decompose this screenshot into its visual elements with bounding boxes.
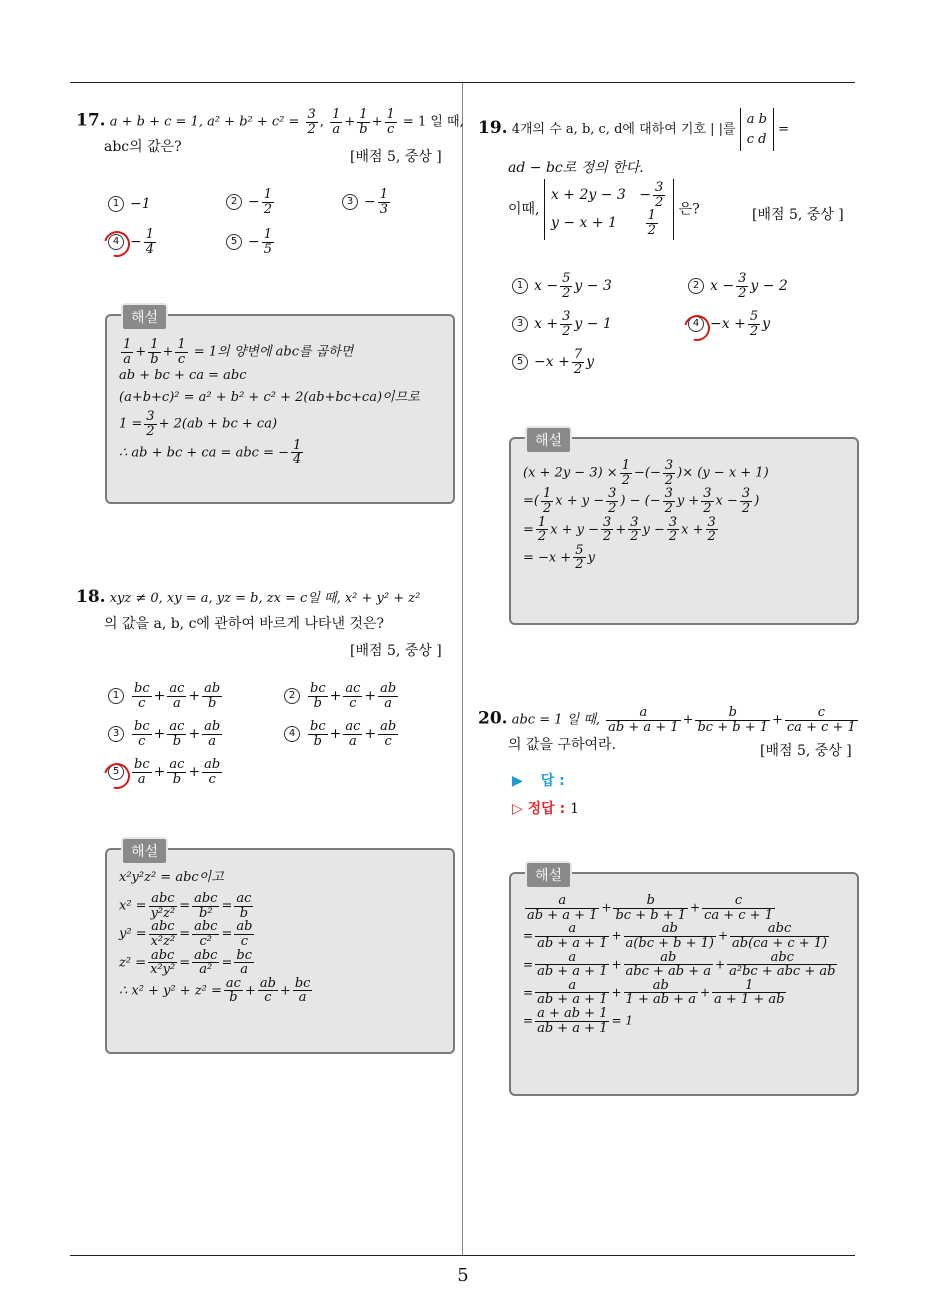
option-number: 3 [342,194,358,210]
solution-body: x²y²z² = abc이고 x² = $\frac{\text{abc}}{\text{y²z²}}$ = $\frac{\text{abc}}{\text{b²}}$ = $\frac{ac}{b}$ y² = $\frac{\text{abc}}{\text{x²z²}}$ = $\frac{\text{abc}}{\text{c²}}$ = $\frac{ab}{c}$ z² = $\frac{\text{abc}}{\text{x²y²}}$ = $\frac{\text{abc}}{\text{a²}}$ = $\frac{bc}{a}$ ∴ x² + y² + z² = $\frac{ac}{b}$ + $\frac{ab}{c}$ + $\frac{bc}{a}$ [119,870,314,1005]
question-stem-line2: abc의 값은? [104,139,182,156]
option-number: 3 [108,726,124,742]
solution-box [105,310,455,504]
solution-line: = [523,493,534,509]
equals-sign: = [778,122,789,137]
option-2[interactable] [226,188,276,216]
option-3[interactable]: 3 x + $\frac{3}{2}$ y − 1 [512,310,612,338]
question-17: 17. a + b + c = 1, a² + b² + c² = $\frac{3}{2}$ , $\frac{1}{a}$ + $\frac{1}{b}$ + $\frac{1}{c}$ = 1 일 때, abc의 값은? [76,107,464,156]
fraction: $\frac{1}{2}$ [263,187,273,217]
option-text: − [248,194,260,211]
option-5[interactable]: 5 $\frac{bc}{a}$ + $\frac{ac}{b}$ + $\frac{ab}{c}$ [108,758,224,786]
footer-rule [70,1255,855,1256]
question-stem: a + b + c = 1, a² + b² + c² = [109,114,300,130]
fraction: $\frac{3}{2}$ [307,107,316,137]
determinant: x + 2y − 3 − $\frac{3}{2}$ y − x + 1 $\frac{1}{2}$ [544,179,674,240]
solution-line: (a+b+c)² = a² + b² + c² + 2(ab+bc+ca)이므로 [119,390,420,406]
option-number: 2 [284,688,300,704]
correct-answer-line [512,798,579,818]
option-2[interactable]: 2 x − $\frac{3}{2}$ y − 2 [688,272,788,300]
outline-triangle-icon: ▷ [512,801,523,817]
option-number: 3 [512,316,528,332]
question-number: 17. [76,110,106,131]
solution-tag: 해설 [121,837,168,865]
correct-label: 정답 : [527,801,566,817]
question-number: 20. [478,708,508,729]
option-number: 5 [512,354,528,370]
option-number: 2 [688,278,704,294]
solution-line: = 1의 양변에 abc를 곱하면 [189,344,354,360]
separator: , [319,114,329,130]
option-5[interactable]: 5 −x + $\frac{7}{2}$ y [512,348,594,376]
option-text: − [364,194,376,211]
option-number: 4 [688,316,704,332]
solution-line: ab + bc + ca = abc [119,368,247,384]
solution-body: (x + 2y − 3) × $\frac{1}{2}$ −(− $\frac{3}{2}$ )× (y − x + 1) =( $\frac{1}{2}$ x + y − $\frac{3}{2}$ ) − (− $\frac{3}{2}$ y + $\frac{3}{2}$ x − $\frac{3}{2}$ ) = $\frac{1}{2}$ x + y − $\frac{3}{2}$ + $\frac{3}{2}$ y − $\frac{3}{2}$ x + $\frac{3}{2}$ = −x + $\frac{5}{2}$ y [523,458,769,573]
fraction: $\frac{1}{5}$ [263,227,273,257]
score-meta: [배점 5, 중상 ] [350,149,442,165]
solution-line: x²y²z² = abc이고 [119,870,224,885]
option-1[interactable] [108,196,151,212]
solution-tag: 해설 [525,861,572,889]
score-meta: [배점 5, 중상 ] [752,207,844,223]
solution-body: $\frac{1}{a}$ + $\frac{1}{b}$ + $\frac{1}{c}$ = 1의 양변에 abc를 곱하면 ab + bc + ca = abc (a+b+c)² = a² + b² + c² + 2(ab+bc+ca)이므로 1 = $\frac{3}{2}$ + 2(ab + bc + ca) ∴ ab + bc + ca = abc = − $\frac{1}{4}$ [119,337,420,468]
question-number: 18. [76,587,106,607]
option-number: 5 [226,234,242,250]
question-stem-line2: 의 값을 a, b, c에 관하여 바르게 나타낸 것은? [104,616,385,632]
option-number: 4 [284,726,300,742]
solution-tag: 해설 [121,303,168,331]
question-stem-line2: 의 값을 구하여라. [508,737,617,754]
question-20: 20. abc = 1 일 때, $\frac{a}{ab + a + 1}$ + $\frac{b}{bc + b + 1}$ + $\frac{c}{ca + c + 1}$ 의 값을 구하여라. [478,706,862,754]
question-stem: 4개의 수 a, b, c, d에 대하여 기호 | |를 [511,122,736,137]
option-number: 5 [108,764,124,780]
option-4[interactable]: 4 −x + $\frac{5}{2}$ y [688,310,770,338]
solution-line: ∴ x² + y² + z² = [119,983,222,999]
option-5[interactable] [226,228,276,256]
option-text: − [130,234,142,251]
solution-line: x² = [119,898,147,914]
solution-line: y² = [119,926,147,942]
option-number: 2 [226,194,242,210]
solution-line: = [523,522,534,538]
solution-line: 1 = [119,416,143,432]
question-stem: abc = 1 일 때, [511,712,601,728]
option-3[interactable]: 3 $\frac{bc}{c}$ + $\frac{ac}{b}$ + $\frac{ab}{a}$ [108,720,224,748]
solution-line: = −x + [523,550,572,566]
answer-input-line[interactable] [512,770,565,790]
option-1[interactable]: 1 x − $\frac{5}{2}$ y − 3 [512,272,612,300]
solution-box [105,844,455,1054]
fraction: $\frac{1}{4}$ [145,227,155,257]
solution-line: + 2(ab + bc + ca) [158,416,278,432]
solution-body: $\frac{a}{ab + a + 1}$ + $\frac{b}{bc + b + 1}$ + $\frac{c}{ca + c + 1}$ = $\frac{a}{ab + a + 1}$ + $\frac{ab}{a(bc + b + 1)}$ + $\frac{\text{abc}}{ab(ca + c + 1)}$ = $\frac{a}{ab + a + 1}$ + $\frac{ab}{\text{abc + ab + a}}$ + $\frac{\text{abc}}{\text{a²bc + abc + ab}}$ = $\frac{a}{ab + a + 1}$ + $\frac{ab}{1 + ab + a}$ + $\frac{1}{a + 1 + ab}$ = $\frac{a + ab + 1}{ab + a + 1}$ = 1 [523,893,836,1036]
question-number: 19. [478,118,508,138]
fraction-1-c: $\frac{1}{c}$ [386,107,395,137]
solution-box [509,433,859,625]
solution-box [509,868,859,1096]
option-number: 1 [108,196,124,212]
solution-tag: 해설 [525,426,572,454]
option-2[interactable]: 2 $\frac{bc}{b}$ + $\frac{ac}{c}$ + $\frac{ab}{a}$ [284,682,400,710]
column-divider [462,83,463,1255]
fraction: $\frac{1}{3}$ [379,187,389,217]
option-text: −1 [130,196,151,212]
determinant-symbol: a b c d [740,108,774,151]
option-number: 1 [108,688,124,704]
answer-label: 답 : [540,773,565,789]
play-triangle-icon: ▶ [512,773,523,789]
correct-value: 1 [570,801,579,817]
solution-line: (x + 2y − 3) × [523,465,618,481]
question-stem: xyz ≠ 0, xy = a, yz = b, zx = c일 때, x² + y² + z² [109,591,421,606]
page-number: 5 [457,1265,469,1286]
score-meta: [배점 5, 중상 ] [760,743,852,759]
option-text: − [248,234,260,251]
solution-line: ∴ ab + bc + ca = abc = − [119,445,289,461]
question-stem-line3: 이때, [508,201,540,218]
question-suffix: 은? [678,201,700,218]
question-stem-tail: = 1 일 때, [398,114,464,130]
solution-line: z² = [119,955,147,971]
option-number: 4 [108,234,124,250]
fraction-1-b: $\frac{1}{b}$ [359,107,368,137]
fraction-1-a: $\frac{1}{a}$ [332,107,341,137]
option-3[interactable] [342,188,392,216]
option-number: 1 [512,278,528,294]
question-18 [76,587,458,633]
question-stem-line2: ad − bc로 정의 한다. [508,160,644,176]
solution-line: = 1 [611,1013,633,1028]
score-meta: [배점 5, 중상 ] [350,643,442,659]
option-4[interactable]: 4 $\frac{bc}{b}$ + $\frac{ac}{a}$ + $\frac{ab}{c}$ [284,720,400,748]
option-1[interactable]: 1 $\frac{bc}{c}$ + $\frac{ac}{a}$ + $\frac{ab}{b}$ [108,682,224,710]
